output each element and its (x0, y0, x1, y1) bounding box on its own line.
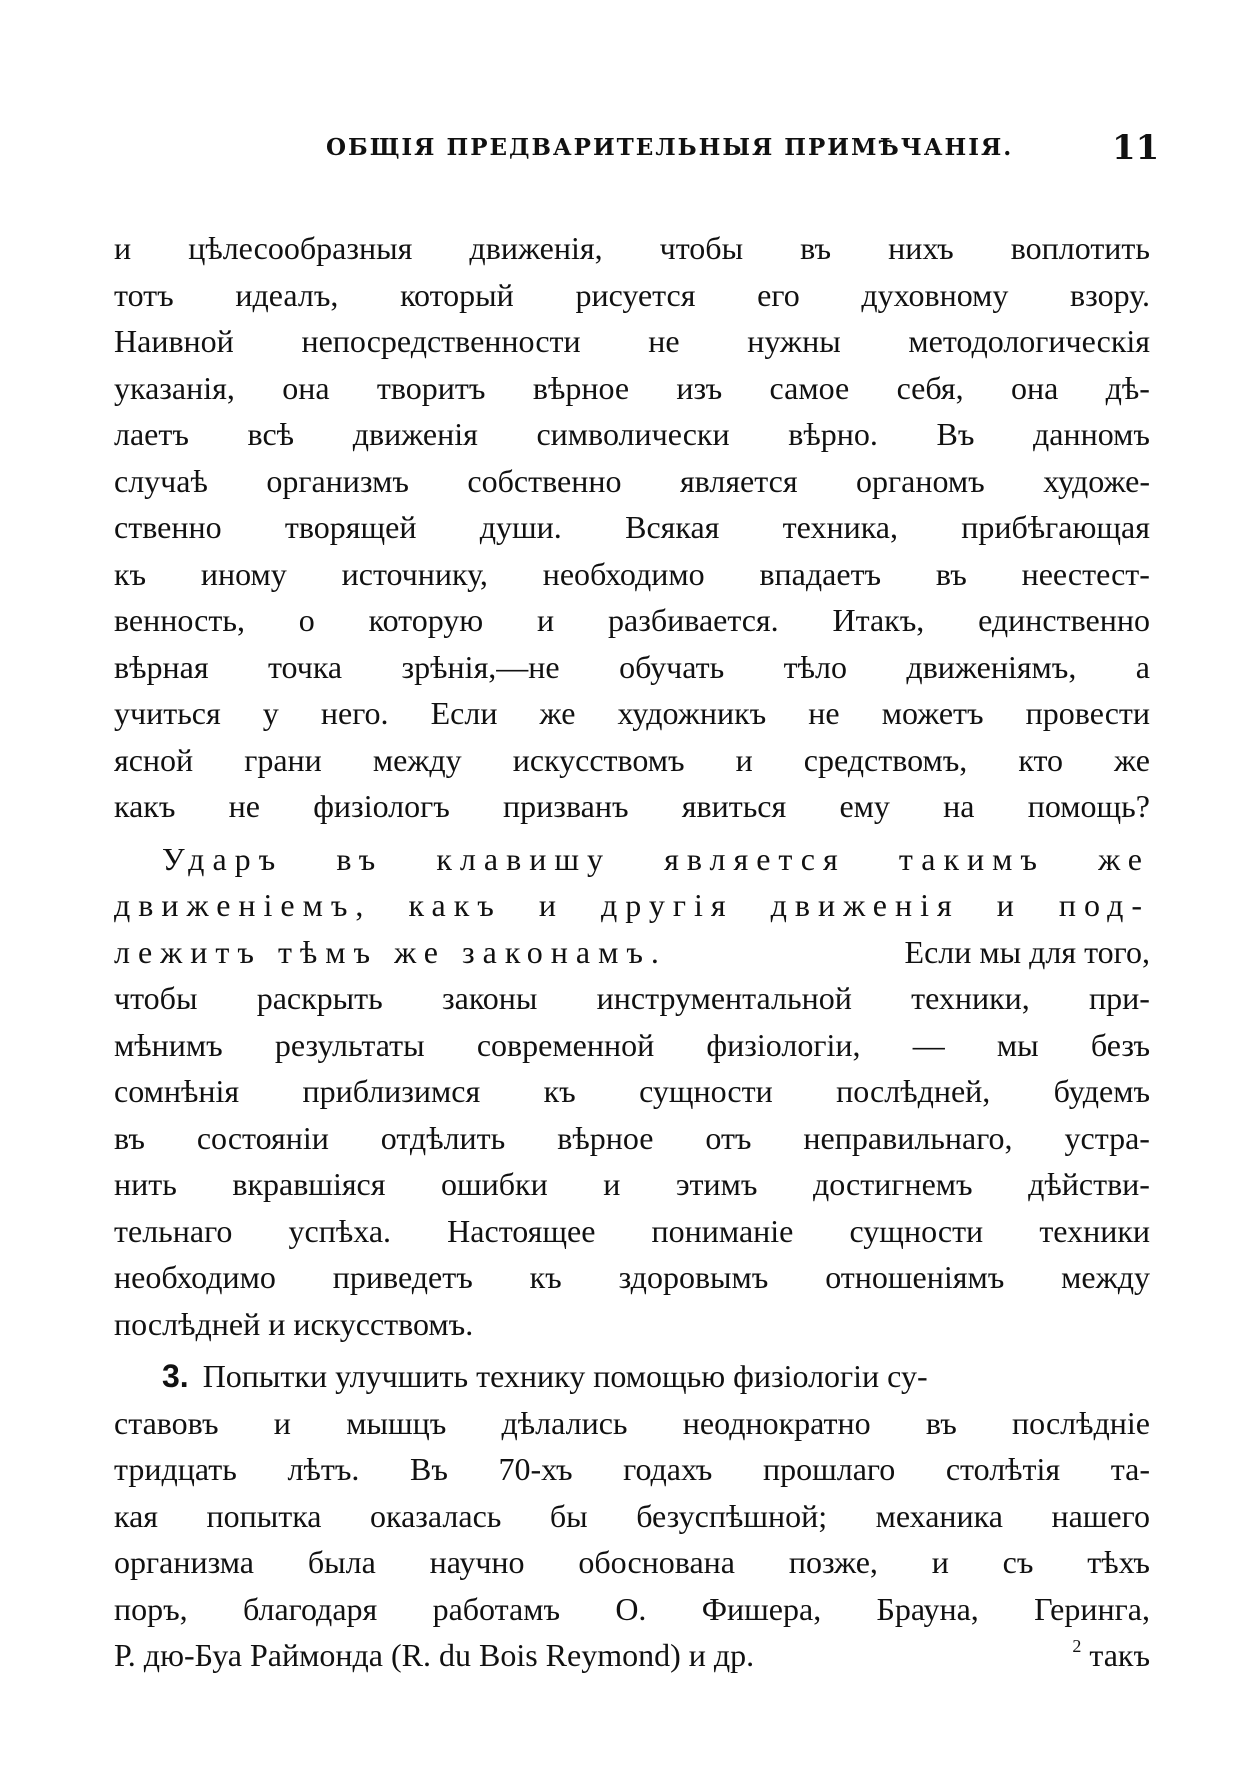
text-line: и цѣлесообразныя движенія, чтобы въ нихъ воплотить (114, 230, 1150, 266)
text-line: учиться у него. Если же художникъ не можетъ провести (114, 695, 1150, 731)
paragraph-3 (114, 1353, 1150, 1679)
body-text (114, 225, 1150, 1679)
text-line (114, 1353, 1150, 1400)
text-line: мѣнимъ результаты современной физіологіи, — мы безъ (114, 1026, 1150, 1063)
text-line: тридцать лѣтъ. Въ 70-хъ годахъ прошлаго столѣтія та- (114, 1451, 1150, 1487)
paragraph-2 (114, 836, 1150, 1348)
text-line: тотъ идеалъ, который рисуется его духовному взору. (114, 276, 1150, 313)
text-line: какъ не физіологъ призванъ явиться ему на помощь? (114, 788, 1150, 824)
text-line: ясной грани между искусствомъ и средствомъ, кто же (114, 741, 1150, 778)
text-span: Если мы для того, (904, 933, 1150, 970)
text-span: Р. дю-Буа Раймонда (R. du Bois Reymond) и др. (114, 1637, 755, 1673)
text-line (114, 1632, 1150, 1679)
text-line: венность, о которую и разбивается. Итакъ, единственно (114, 602, 1150, 638)
text-line: Наивной непосредственности не нужны методологическія (114, 323, 1150, 359)
text-line: движеніемъ, какъ и другія движенія и под- (114, 887, 1150, 923)
running-title: ОБЩІЯ ПРЕДВАРИТЕЛЬНЫЯ ПРИМѢЧАНІЯ. (326, 134, 1014, 161)
text-line: кая попытка оказалась бы безуспѣшной; механика нашего (114, 1497, 1150, 1534)
text-line: къ иному источнику, необходимо впадаетъ въ неестест- (114, 555, 1150, 592)
text-span: Попытки улучшить технику помощью физіологіи су- (202, 1358, 928, 1394)
text-line: ставовъ и мышцъ дѣлались неоднократно въ послѣдніе (114, 1404, 1150, 1441)
text-line: сомнѣнія приблизимся къ сущности послѣдней, будемъ (114, 1073, 1150, 1109)
section-number: 3. (162, 1358, 189, 1394)
text-line: чтобы раскрыть законы инструментальной техники, при- (114, 980, 1150, 1016)
text-line: Ударъ въ клавишу является такимъ же (162, 840, 1150, 877)
text-line: вѣрная точка зрѣнія,—не обучать тѣло движеніямъ, а (114, 648, 1150, 685)
paragraph-1 (114, 225, 1150, 830)
text-line: лаетъ всѣ движенія символически вѣрно. Въ данномъ (114, 416, 1150, 452)
footnote-marker: 2 (1072, 1636, 1082, 1656)
text-line: поръ, благодаря работамъ О. Фишера, Брауна, Геринга, (114, 1590, 1150, 1627)
text-line: тельнаго успѣха. Настоящее пониманіе сущности техники (114, 1212, 1150, 1249)
spaced-emphasis: лежитъ тѣмъ же законамъ. (114, 933, 667, 970)
text-line: указанія, она творитъ вѣрное изъ самое себя, она дѣ- (114, 369, 1150, 406)
text-line: послѣдней и искусствомъ. (114, 1305, 474, 1342)
page-number: 11 (1112, 128, 1160, 168)
text-line: организма была научно обоснована позже, и съ тѣхъ (114, 1544, 1150, 1580)
text-line: нить вкравшіяся ошибки и этимъ достигнемъ дѣйстви- (114, 1166, 1150, 1202)
text-line: необходимо приведетъ къ здоровымъ отношеніямъ между (114, 1259, 1150, 1295)
text-line: ственно творящей души. Всякая техника, прибѣгающая (114, 509, 1150, 545)
text-line (114, 929, 1150, 976)
text-line: случаѣ организмъ собственно является органомъ художе- (114, 462, 1150, 499)
text-span: такъ (1089, 1637, 1150, 1673)
text-line: въ состояніи отдѣлить вѣрное отъ неправильнаго, устра- (114, 1119, 1150, 1156)
